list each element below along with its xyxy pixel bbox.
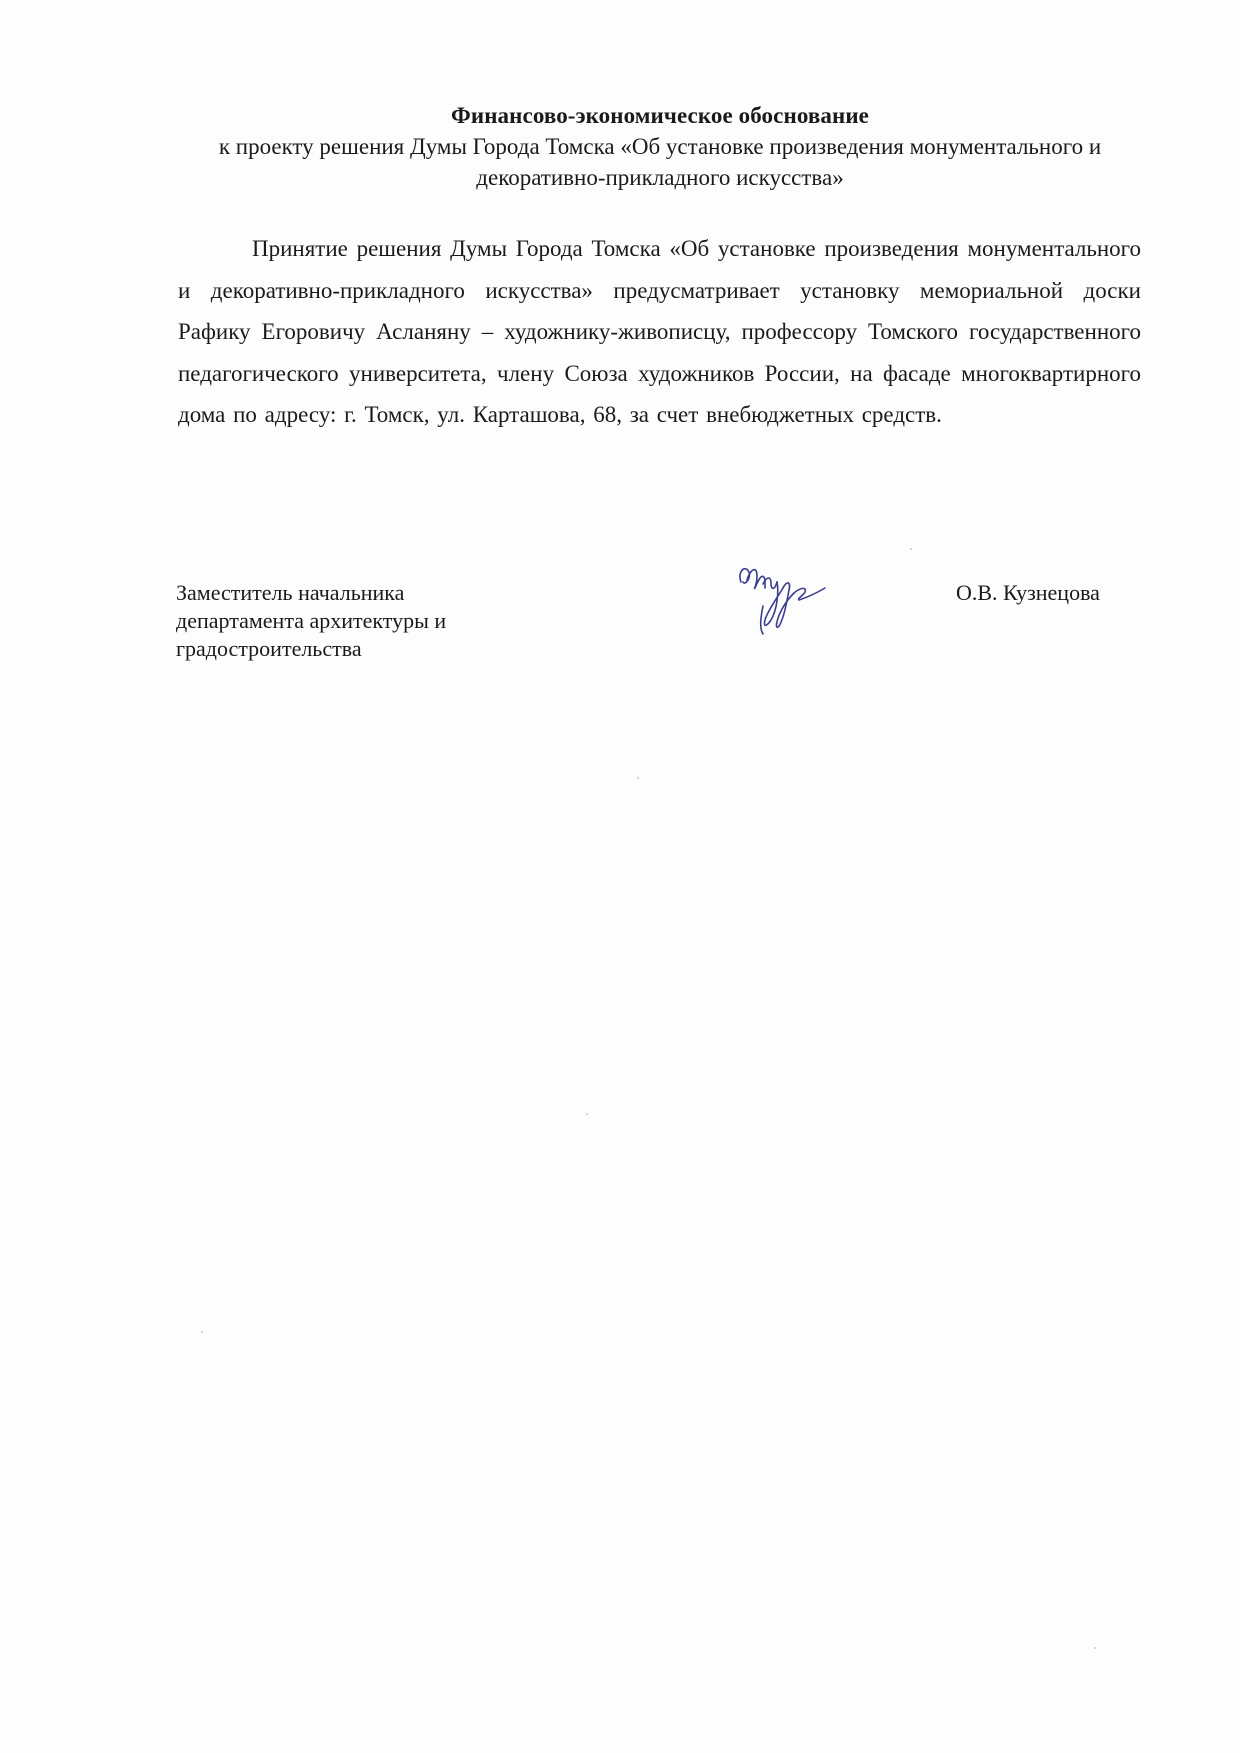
document-subtitle: к проекту решения Думы Города Томска «Об установке произведения монументального и декоративно-прикладного искусства»	[218, 134, 1102, 190]
scan-speck	[637, 777, 639, 779]
scan-speck	[586, 1113, 588, 1115]
signer-name: О.В. Кузнецова	[956, 580, 1100, 605]
signer-position: Заместитель начальника департамента архитектуры и градостроительства	[176, 580, 447, 661]
document-heading	[176, 100, 1144, 193]
scan-speck	[1094, 1647, 1096, 1649]
document-title: Финансово-экономическое обоснование	[451, 103, 869, 128]
handwritten-signature	[733, 558, 845, 644]
scan-speck	[201, 1331, 203, 1333]
scan-speck	[910, 548, 912, 550]
document-body: Принятие решения Думы Города Томска «Об установке произведения монументального и декоративно-прикладного искусства» предусматривает установку мемориальной доски Рафику Егоровичу Асланяну – художнику-живописцу, профессору Томского государственного педагогического университета, члену Союза художников России, на фасаде многоквартирного дома по адресу: г. Томск, ул. Карташова, 68, за счет внебюджетных средств.	[178, 236, 1141, 427]
